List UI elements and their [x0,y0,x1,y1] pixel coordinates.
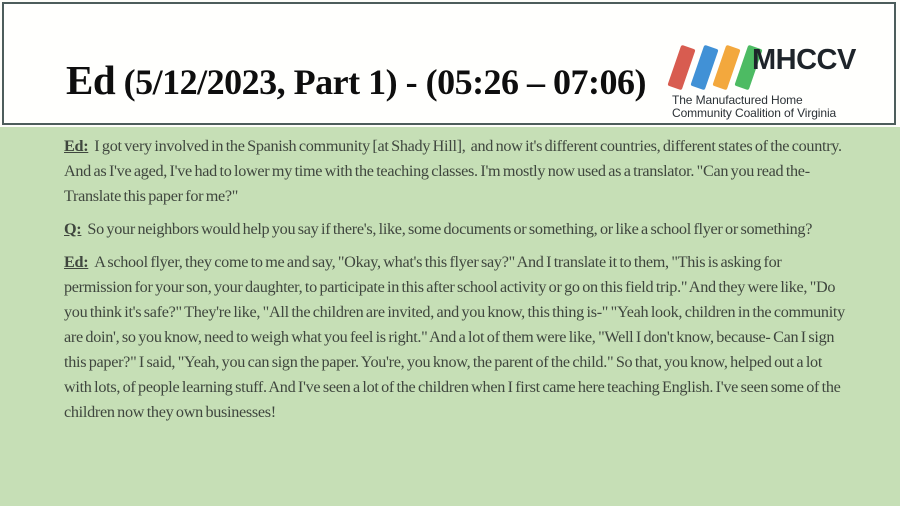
title-date-timerange: (5/12/2023, Part 1) - (05:26 – 07:06) [115,62,647,102]
paragraph-text: I got very involved in the Spanish community [at Shady Hill], and now it's different countries, different states of the country. And as I've aged, I've had to lower my time with the teaching classes. I'm mostly now used as a translator. "Can you read the- Translate this paper for me?" [64,137,844,205]
slide-header [2,2,896,125]
speaker-label: Q: [64,220,82,238]
title-speaker-name: Ed [66,57,116,103]
speaker-label: Ed: [64,137,89,155]
logo-acronym: MHCCV [752,44,856,76]
logo-tagline-line2: Community Coalition of Virginia [672,106,837,120]
transcript-paragraph [64,134,846,209]
transcript-panel [0,127,900,506]
paragraph-text: So your neighbors would help you say if there's, like, some documents or something, or like a school flyer or something? [87,220,813,238]
paragraph-text: A school flyer, they come to me and say, "Okay, what's this flyer say?" And I translate it to them, "This is asking for permission for your son, your daughter, to participate in this after school activity or go on this field trip." And they were like, "Do you think it's safe?" They're like, "All the children are invited, and you know, this thing is-" "Yeah look, children in the community are doin', so you know, need to weigh what you feel is right." And a lot of them were like, "Well I don't know, because- Can I sign this paper?" I said, "Yeah, you can sign the paper. You're, you know, the parent of the child." So that, you know, helped out a lot with lots, of people learning stuff. And I've seen a lot of the children when I first came here teaching English. I've seen some of the children now they own businesses! [64,253,848,421]
logo-tagline [672,94,836,120]
logo-tagline-line1: The Manufactured Home [672,93,803,107]
transcript-text-block [64,134,846,433]
transcript-paragraph [64,217,846,242]
slide-title [66,56,646,104]
transcript-paragraph [64,250,846,425]
speaker-label: Ed: [64,253,89,271]
